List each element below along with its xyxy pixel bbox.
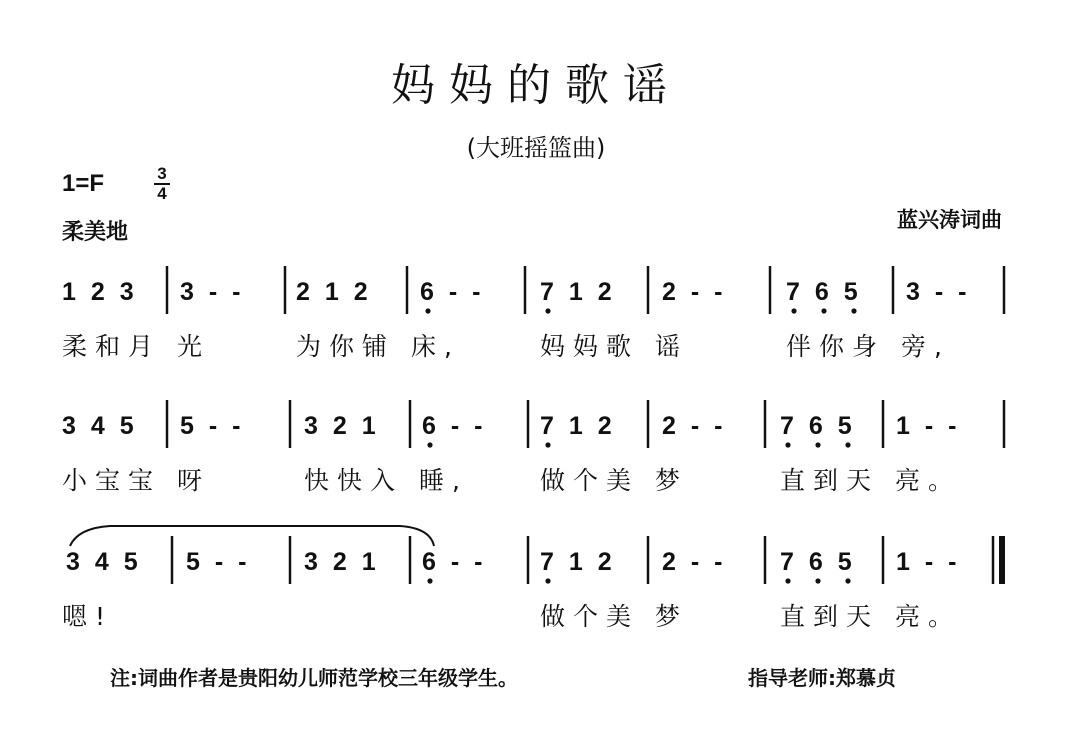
time-signature-top: 3 [157, 164, 167, 183]
measure-pickup: 1 2 3 [62, 278, 138, 306]
measure: 2 1 2 [296, 278, 372, 306]
lyric-phrase: 小宝宝 呀 [62, 466, 210, 495]
measure: 3 2 1 [304, 548, 380, 576]
measure: 3 - - [906, 278, 971, 306]
measure: 6 - - [422, 412, 487, 440]
measure-pickup: 3 4 5 [66, 548, 142, 576]
measure: 7 1 2 [540, 412, 616, 440]
low-octave-dot [845, 578, 850, 583]
song-title: 妈妈的歌谣 [391, 60, 681, 111]
teacher-credit: 指导老师:郑慕贞 [748, 666, 896, 690]
lyric-phrase: 妈妈歌 谣 [540, 332, 688, 361]
lyric-phrase: 柔和月 光 [62, 332, 210, 361]
low-octave-dot [785, 578, 790, 583]
measure: 5 - - [180, 412, 245, 440]
time-signature-bottom: 4 [157, 184, 167, 203]
measure: 5 - - [186, 548, 251, 576]
measure: 2 - - [662, 278, 727, 306]
footnote: 注:词曲作者是贵阳幼儿师范学校三年级学生。 [110, 666, 518, 690]
song-subtitle: (大班摇篮曲) [466, 134, 606, 162]
measure: 6 - - [422, 548, 487, 576]
measure: 6 - - [420, 278, 485, 306]
low-octave-dot [427, 578, 432, 583]
lyric-phrase: 伴你身 旁, [786, 332, 950, 361]
low-octave-dot [821, 308, 826, 313]
lyric-phrase: 嗯! [62, 602, 114, 631]
measure-pickup: 3 4 5 [62, 412, 138, 440]
measure: 7 1 2 [540, 278, 616, 306]
low-octave-dot [545, 442, 550, 447]
measure: 7 1 2 [540, 548, 616, 576]
low-octave-dot [785, 442, 790, 447]
slur [70, 526, 434, 546]
composer-credit: 蓝兴涛词曲 [897, 208, 1002, 232]
measure: 7 6 5 [780, 548, 856, 576]
low-octave-dot [851, 308, 856, 313]
lyric-phrase: 为你铺 床, [296, 332, 460, 361]
lyric-phrase: 直到天 亮。 [780, 466, 961, 495]
measure: 7 6 5 [786, 278, 862, 306]
low-octave-dot [545, 578, 550, 583]
measure: 7 6 5 [780, 412, 856, 440]
measure: 3 - - [180, 278, 245, 306]
measure: 1 - - [896, 412, 961, 440]
lyric-phrase: 直到天 亮。 [780, 602, 961, 631]
lyric-phrase: 做个美 梦 [540, 602, 688, 631]
low-octave-dot [815, 442, 820, 447]
measure: 2 - - [662, 412, 727, 440]
low-octave-dot [425, 308, 430, 313]
key-signature: 1=F [62, 170, 105, 197]
tempo-marking: 柔美地 [62, 220, 129, 245]
low-octave-dot [427, 442, 432, 447]
low-octave-dot [545, 308, 550, 313]
lyric-phrase: 做个美 梦 [540, 466, 688, 495]
measure: 1 - - [896, 548, 961, 576]
measure: 3 2 1 [304, 412, 380, 440]
lyric-phrase: 快快入 睡, [304, 466, 468, 495]
low-octave-dot [791, 308, 796, 313]
low-octave-dot [845, 442, 850, 447]
measure: 2 - - [662, 548, 727, 576]
low-octave-dot [815, 578, 820, 583]
